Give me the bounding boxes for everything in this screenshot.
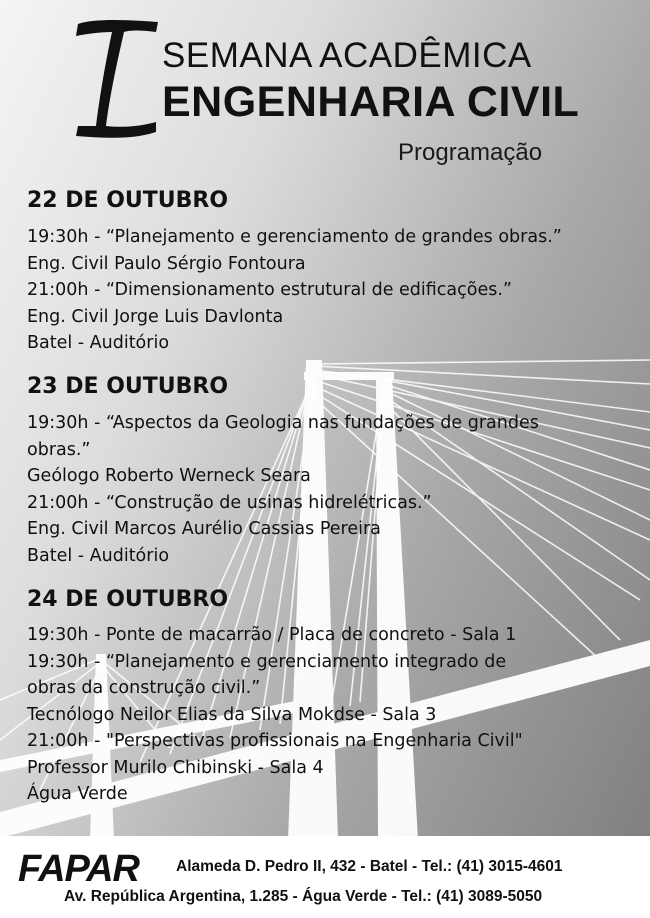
day-events-2 — [27, 410, 637, 569]
event-line: Eng. Civil Marcos Aurélio Cassias Pereira — [27, 519, 381, 539]
day-events-1 — [27, 224, 637, 357]
address-agua-verde: Av. República Argentina, 1.285 - Água Verde - Tel.: (41) 3089-5050 — [64, 888, 543, 905]
footer — [0, 836, 650, 918]
event-line: 21:00h - “Construção de usinas hidrelétricas.” — [27, 492, 432, 513]
day-heading-1: 22 DE OUTUBRO — [27, 188, 229, 213]
day-events-3 — [27, 622, 637, 808]
event-line: 19:30h - “Aspectos da Geologia nas fundações de grandes — [27, 413, 539, 433]
day-heading-3: 24 DE OUTUBRO — [27, 587, 229, 612]
event-title-line1: SEMANA ACADÊMICA — [162, 36, 532, 75]
event-line: obras da construção civil.” — [27, 678, 261, 698]
event-line: Batel - Auditório — [27, 545, 170, 566]
event-line: obras.” — [27, 439, 91, 460]
event-line: Batel - Auditório — [27, 333, 170, 353]
fapar-logo: FAPAR — [18, 848, 139, 890]
event-line: 19:30h - “Planejamento e gerenciamento integrado de — [27, 651, 507, 672]
event-line: 21:00h - “Dimensionamento estrutural de edificações.” — [27, 280, 512, 300]
event-line: Água Verde — [27, 784, 128, 804]
event-line: 19:30h - Ponte de macarrão / Placa de concreto - Sala 1 — [27, 625, 517, 645]
event-line: Geólogo Roberto Werneck Seara — [27, 466, 311, 486]
day-heading-2: 23 DE OUTUBRO — [27, 374, 229, 399]
event-title-line2: ENGENHARIA CIVIL — [162, 78, 580, 126]
event-line: Eng. Civil Paulo Sérgio Fontoura — [27, 253, 306, 274]
event-line: Eng. Civil Jorge Luis Davlonta — [27, 306, 284, 327]
address-batel: Alameda D. Pedro II, 432 - Batel - Tel.: (41) 3015-4601 — [176, 858, 563, 875]
event-line: Tecnólogo Neilor Elias da Silva Mokdse - Sala 3 — [27, 704, 437, 725]
event-line: 19:30h - “Planejamento e gerenciamento de grandes obras.” — [27, 227, 562, 247]
roman-numeral-icon — [72, 14, 162, 144]
event-line: Professor Murilo Chibinski - Sala 4 — [27, 757, 324, 778]
program-subtitle: Programação — [398, 139, 543, 166]
event-line: 21:00h - "Perspectivas profissionais na Engenharia Civil" — [27, 731, 523, 751]
